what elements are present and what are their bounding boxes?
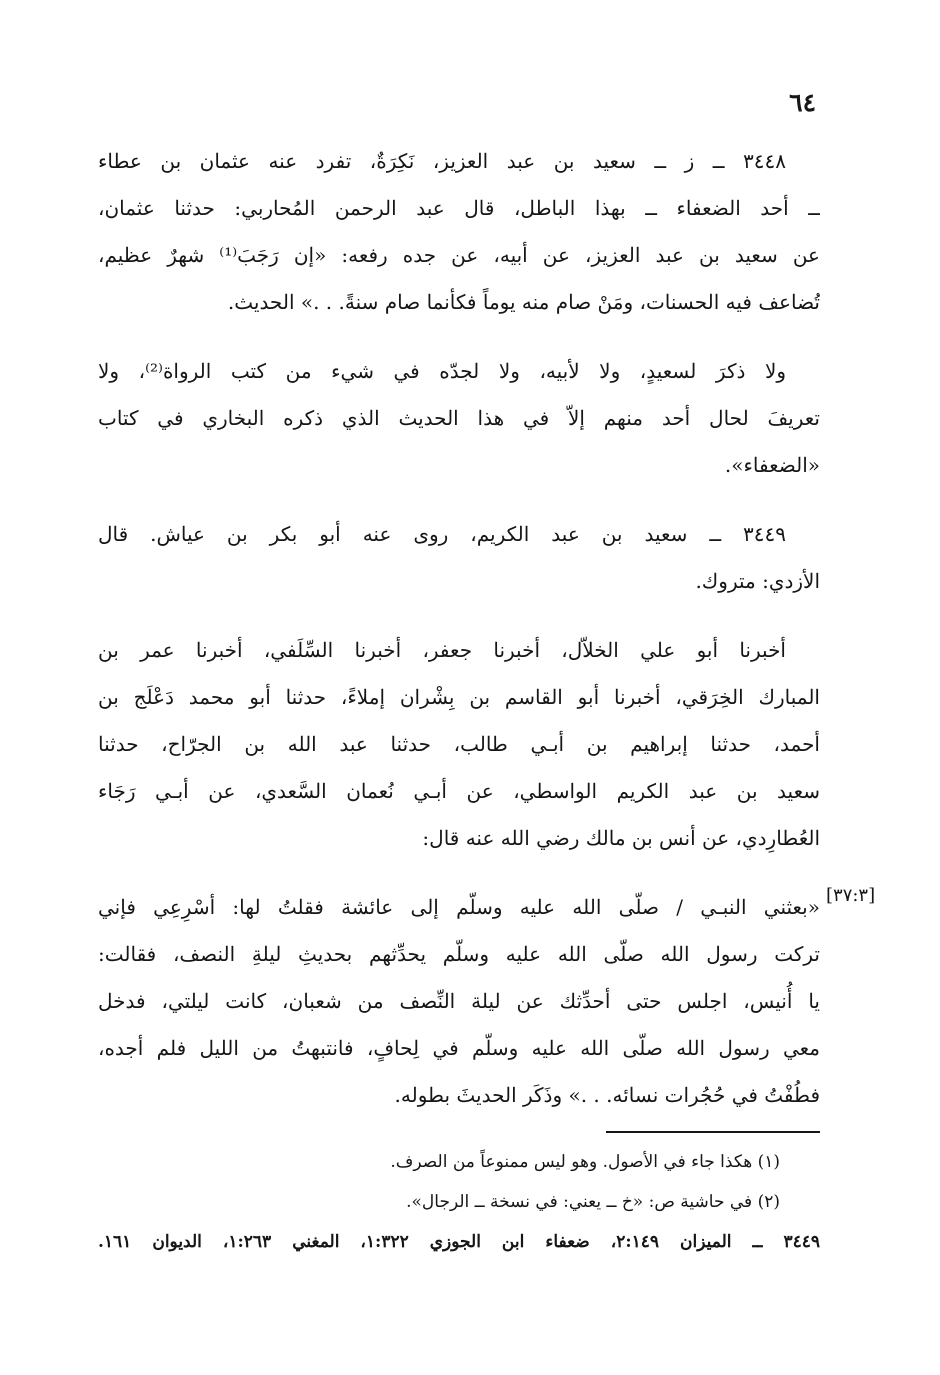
isnad-line: سعيد بن عبد الكريم الواسطي، عن أبـي نُعمان السَّعدي، عن أبـي رَجَاء <box>98 779 820 803</box>
margin-reference: [٣٧:٣] <box>826 885 876 906</box>
hadith-line: فطُفْتُ في حُجُرات نسائه. . .» وذَكَر الحديثَ بطوله. <box>394 1083 820 1107</box>
entry-3448-comment-line: «الضعفاء». <box>724 453 820 477</box>
isnad-line: أحمد، حدثنا إبراهيم بن أبـي طالب، حدثنا عبد الله بن الجرّاح، حدثنا <box>98 732 820 756</box>
entry-3449-line: ٣٤٤٩ ــ سعيد بن عبد الكريم، روى عنه أبو بكر بن عياش. قال <box>98 522 786 546</box>
hadith-line: يا أُنيس، اجلس حتى أحدِّثك عن ليلة النِّصف من شعبان، كانت ليلتي، فدخل <box>98 989 820 1013</box>
hadith-line: تركت رسول الله صلّى الله عليه وسلّم يحدِّثهم بحديثِ ليلةِ النصف، فقالت: <box>98 942 820 966</box>
footnotes <box>98 1142 820 1262</box>
entry-3448-comment-line: ولا ذكرَ لسعيدٍ، ولا لأبيه، ولا لجدّه في شيء من كتب الرواة⁽²⁾، ولا <box>98 359 787 383</box>
isnad-line: العُطارِدي، عن أنس بن مالك رضي الله عنه قال: <box>422 826 820 850</box>
page-number: ٦٤ <box>789 88 816 117</box>
footnote-item: (٢) في حاشية ص: «خ ــ يعني: في نسخة ــ الرجال». <box>406 1192 780 1212</box>
hadith-line: «بعثني النبـي / صلّى الله عليه وسلّم إلى عائشة فقلتُ لها: أسْرِعِي فإني <box>98 895 820 919</box>
footnote-divider <box>606 1131 820 1133</box>
entry-3448-line: عن سعيد بن عبد العزيز، عن أبيه، عن جده رفعه: «إن رَجَبَ⁽¹⁾ شهرٌ عظيم، <box>98 243 820 267</box>
main-text <box>98 138 820 1119</box>
footnote-item: (١) هكذا جاء في الأصول. وهو ليس ممنوعاً من الصرف. <box>390 1152 780 1172</box>
entry-3448-line: تُضاعف فيه الحسنات، ومَنْ صام منه يوماً فكأنما صام سنةً. . .» الحديث. <box>227 290 820 314</box>
isnad-line: أخبرنا أبو علي الخلاّل، أخبرنا جعفر، أخبرنا السِّلَفي، أخبرنا عمر بن <box>98 638 786 662</box>
entry-3448-line: ــ أحد الضعفاء ــ بهذا الباطل، قال عبد الرحمن المُحاربي: حدثنا عثمان، <box>98 196 820 220</box>
entry-3449-line: الأزدي: متروك. <box>695 569 820 593</box>
source-reference: ٣٤٤٩ ــ الميزان ٢:١٤٩، ضعفاء ابن الجوزي ١:٣٢٢، المغني ١:٢٦٣، الديوان ١٦١. <box>98 1232 821 1252</box>
hadith-line: معي رسول الله صلّى الله عليه وسلّم في لِحافٍ، فانتبهتُ من الليل فلم أجده، <box>98 1036 820 1060</box>
isnad-line: المبارك الخِرَقي، أخبرنا أبو القاسم بن بِشْران إملاءً، حدثنا أبو محمد دَعْلَج بن <box>98 685 820 709</box>
entry-3448-line: ٣٤٤٨ ــ ز ــ سعيد بن عبد العزيز، نَكِرَةٌ، تفرد عنه عثمان بن عطاء <box>98 149 786 173</box>
entry-3448-comment-line: تعريفَ لحال أحد منهم إلاّ في هذا الحديث الذي ذكره البخاري في كتاب <box>98 406 820 430</box>
